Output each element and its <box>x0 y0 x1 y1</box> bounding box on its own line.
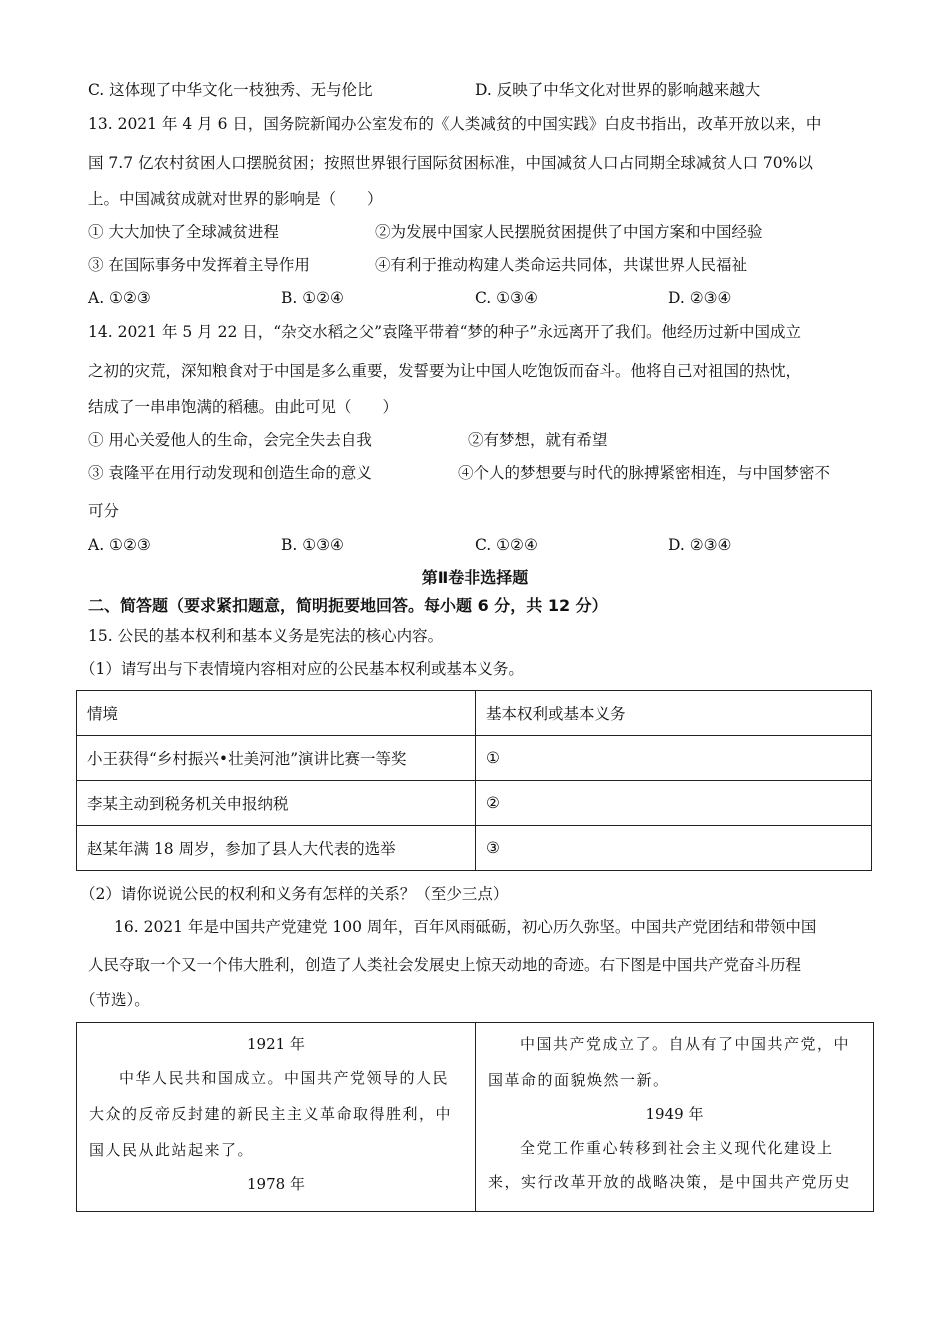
timeline-year-label: 1949 年 <box>645 1105 704 1123</box>
timeline-left-column <box>77 1023 476 1211</box>
timeline-year-label: 1921 年 <box>247 1035 305 1053</box>
situation-cell: 李某主动到税务机关申报纳税 <box>77 781 476 826</box>
q14-option-b: B. ①③④ <box>281 536 344 554</box>
q15-stem: 15. 公民的基本权利和基本义务是宪法的核心内容。 <box>88 627 444 645</box>
q14-item-3: ③ 袁隆平在用行动发现和创造生命的意义 <box>88 464 372 482</box>
timeline-text: 国人民从此站起来了。 <box>89 1141 255 1159</box>
timeline-text: 中华人民共和国成立。中国共产党领导的人民 <box>119 1069 450 1087</box>
table-header-row <box>77 691 872 736</box>
q16-stem-line2: 人民夺取一个又一个伟大胜利，创造了人类社会发展史上惊天动地的奇迹。右下图是中国共产党奋斗历程 <box>88 956 802 974</box>
q14-stem-line2: 之初的灾荒，深知粮食对于中国是多么重要，发誓要为让中国人吃饱饭而奋斗。他将自己对祖国的热忱， <box>88 362 802 380</box>
q14-stem-line1: 14. 2021 年 5 月 22 日，“杂交水稻之父”袁隆平带着“梦的种子”永远离开了我们。他经历过新中国成立 <box>88 323 801 341</box>
rights-duties-table <box>76 690 872 871</box>
table-row <box>77 781 872 826</box>
q13-stem-line3: 上。中国减贫成就对世界的影响是（ ） <box>88 190 383 208</box>
q14-item-4: ④个人的梦想要与时代的脉搏紧密相连，与中国梦密不 <box>458 464 831 482</box>
q13-item-1: ① 大大加快了全球减贫进程 <box>88 223 279 241</box>
q14-item-2: ②有梦想，就有希望 <box>468 431 608 449</box>
q13-item-3: ③ 在国际事务中发挥着主导作用 <box>88 256 310 274</box>
q16-stem-line3: （节选）。 <box>80 991 150 1009</box>
q14-option-c: C. ①②④ <box>475 536 538 554</box>
timeline-text: 国革命的面貌焕然一新。 <box>488 1071 670 1089</box>
q13-option-c: C. ①③④ <box>475 289 538 307</box>
answer-cell: ② <box>476 781 872 826</box>
answer-cell: ① <box>476 736 872 781</box>
q13-item-2: ②为发展中国家人民摆脱贫困提供了中国方案和中国经验 <box>375 223 763 241</box>
q16-stem-line1: 16. 2021 年是中国共产党建党 100 周年，百年风雨砥砺，初心历久弥坚。中国共产党团结和带领中国 <box>114 918 817 936</box>
part-title: 二、简答题（要求紧扣题意，简明扼要地回答。每小题 6 分，共 12 分） <box>88 596 608 615</box>
table-row <box>77 826 872 871</box>
q14-item-4-cont: 可分 <box>88 502 120 520</box>
timeline-text: 全党工作重心转移到社会主义现代化建设上 <box>520 1139 834 1157</box>
timeline-text: 来，实行改革开放的战略决策，是中国共产党历史 <box>488 1173 852 1191</box>
table-row <box>77 736 872 781</box>
q15-sub1: （1）请写出与下表情境内容相对应的公民基本权利或基本义务。 <box>80 660 524 678</box>
q14-stem-line3: 结成了一串串饱满的稻穗。由此可见（ ） <box>88 398 399 416</box>
q13-stem-line2: 国 7.7 亿农村贫困人口摆脱贫困；按照世界银行国际贫困标准，中国减贫人口占同期全球减贫人口 70%以 <box>88 154 813 172</box>
timeline-text: 大众的反帝反封建的新民主主义革命取得胜利，中 <box>89 1105 453 1123</box>
q13-item-4: ④有利于推动构建人类命运共同体，共谋世界人民福祉 <box>375 256 748 274</box>
table-header-cell: 情境 <box>77 691 476 736</box>
q14-option-a: A. ①②③ <box>88 536 151 554</box>
table-header-cell: 基本权利或基本义务 <box>476 691 872 736</box>
timeline-right-column <box>476 1023 873 1211</box>
q15-sub2: （2）请你说说公民的权利和义务有怎样的关系？（至少三点） <box>80 885 509 903</box>
volume-title: 第Ⅱ卷非选择题 <box>421 568 529 587</box>
answer-cell: ③ <box>476 826 872 871</box>
party-history-timeline <box>76 1022 874 1212</box>
timeline-text: 中国共产党成立了。自从有了中国共产党，中 <box>520 1035 851 1053</box>
q13-option-d: D. ②③④ <box>668 289 732 307</box>
q12-option-d: D. 反映了中华文化对世界的影响越来越大 <box>475 81 761 99</box>
q13-option-a: A. ①②③ <box>88 289 151 307</box>
timeline-year-label: 1978 年 <box>247 1175 305 1193</box>
q12-option-c: C. 这体现了中华文化一枝独秀、无与伦比 <box>88 81 373 99</box>
situation-cell: 小王获得“乡村振兴•壮美河池”演讲比赛一等奖 <box>77 736 476 781</box>
q14-item-1: ① 用心关爱他人的生命，会完全失去自我 <box>88 431 372 449</box>
q13-option-b: B. ①②④ <box>281 289 344 307</box>
q14-option-d: D. ②③④ <box>668 536 732 554</box>
q13-stem-line1: 13. 2021 年 4 月 6 日，国务院新闻办公室发布的《人类减贫的中国实践》白皮书指出，改革开放以来，中 <box>88 115 822 133</box>
situation-cell: 赵某年满 18 周岁，参加了县人大代表的选举 <box>77 826 476 871</box>
